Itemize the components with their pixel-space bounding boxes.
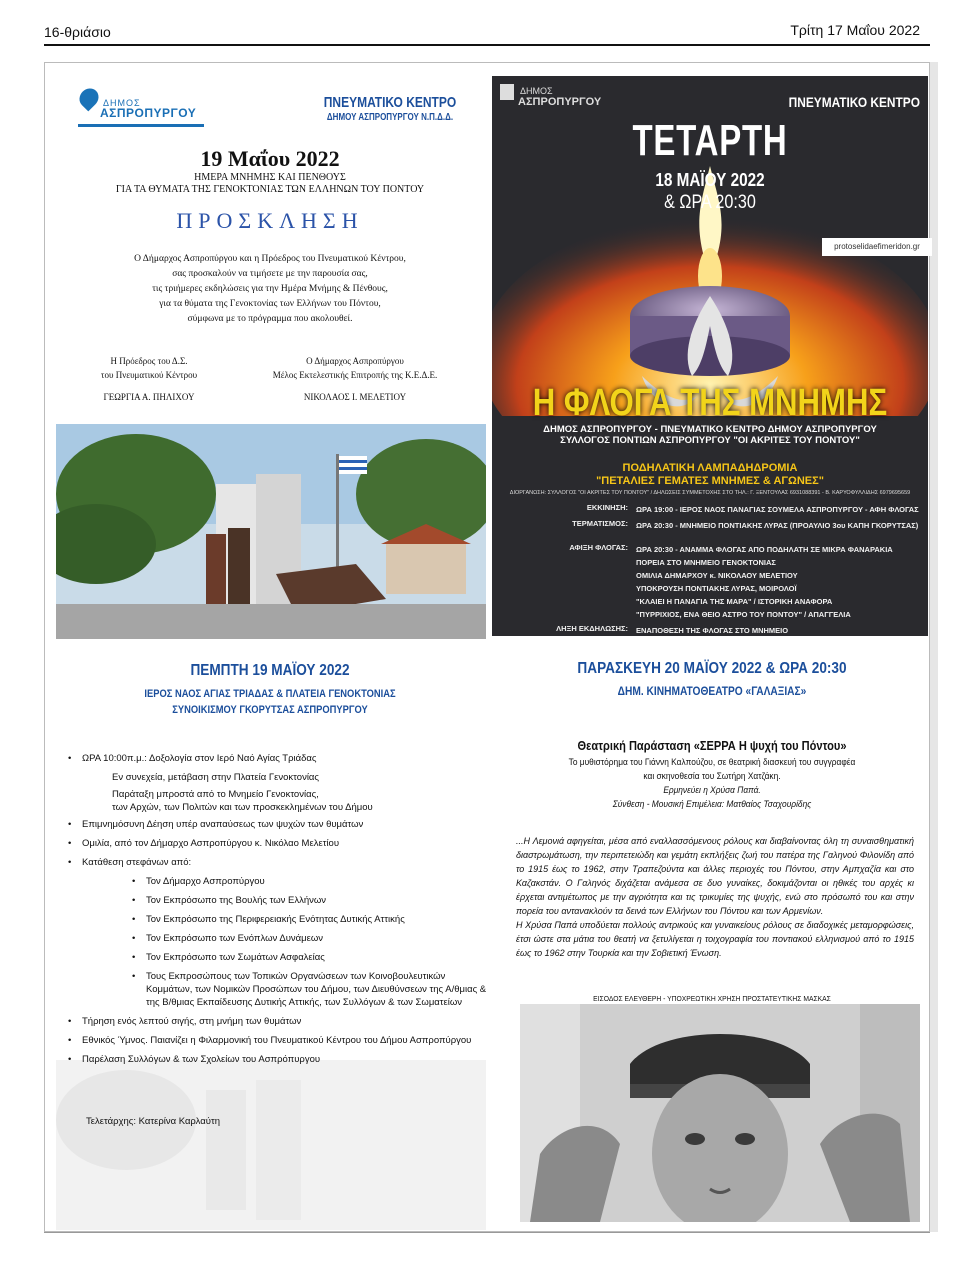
org-subtitle: ΔΗΜΟΥ ΑΣΠΡΟΠΥΡΓΟΥ Ν.Π.Δ.Δ. <box>326 112 454 123</box>
invitation-line: σύμφωνα με το πρόγραμμα που ακολουθεί. <box>187 314 353 324</box>
synopsis-paragraph: ...Η Λεμονιά αφηγείται, μέσα από εναλλασσόμενους ρόλους και διαβαίνοντας όλη τη συναισθηματική διαστρωμάτωση, την περιπετειώδη και γεμάτη εκπλήξεις ζωή του πατέρα της Γαληνού Φιλονίδη από το 1915 έως το 1962, στην Τραπεζούντα και άλλες περιοχές του Πόντου, στην Αμπχαζία και στο Καζακστάν. Ο Γαληνός διχάζεται ανάμεσα σε δυο γυναίκες, δοκιμάζονται οι ηθικές του αρχές κι έρχεται αντιμέτωπος με την αγριότητα και τις τρικυμίες της ψυχής, ενώ στο πρόσωπό του και στην πορεία του αντανακλούν τα δεινά των Ελλήνων του Πόντου και των Αρμενίων. <box>516 836 914 916</box>
invitation-line: σας προσκαλούν να τιμήσετε με την παρουσία σας, <box>172 269 368 279</box>
memorial-day-line1: ΗΜΕΡΑ ΜΝΗΜΗΣ ΚΑΙ ΠΕΝΘΟΥΣ <box>194 172 346 183</box>
poster-time: & ΩΡΑ 20:30 <box>664 192 756 213</box>
memorial-day-line2: ΓΙΑ ΤΑ ΘΥΜΑΤΑ ΤΗΣ ΓΕΝΟΚΤΟΝΙΑΣ ΤΩΝ ΕΛΛΗΝΩΝ ΤΟΥ ΠΟΝΤΟΥ <box>115 184 425 195</box>
schedule-line: ΟΜΙΛΙΑ ΔΗΜΑΡΧΟΥ κ. ΝΙΚΟΛΑΟΥ ΜΕΛΕΤΙΟΥ <box>636 571 798 580</box>
schedule-row <box>500 503 920 516</box>
poster-schedule <box>500 500 920 637</box>
thursday-venue-line2: ΣΥΝΟΙΚΙΣΜΟΥ ΓΚΟΡΥΤΣΑΣ ΑΣΠΡΟΠΥΡΓΟΥ <box>172 704 368 716</box>
poster-org: ΠΝΕΥΜΑΤΙΚΟ ΚΕΝΤΡΟ <box>788 94 920 110</box>
poster-ride <box>492 462 928 488</box>
wreath-item: • Τον Εκπρόσωπο των Σωμάτων Ασφαλείας <box>68 951 488 964</box>
program-item: • Τήρηση ενός λεπτού σιγής, στη μνήμη των θυμάτων <box>68 1015 488 1028</box>
play-credits <box>520 756 904 812</box>
invitation-line: τις τριήμερες εκδηλώσεις για την Ημέρα Μνήμης & Πένθους, <box>152 284 388 294</box>
wreath-item: • Τον Δήμαρχο Ασπροπύργου <box>68 875 488 888</box>
signature-left <box>64 354 234 382</box>
poster-credits: ΔΙΟΡΓΑΝΩΣΗ: ΣΥΛΛΟΓΟΣ "ΟΙ ΑΚΡΙΤΕΣ ΤΟΥ ΠΟΝΤΟΥ" / ΔΗΛΩΣΕΙΣ ΣΥΜΜΕΤΟΧΗΣ ΣΤΟ ΤΗΛ.: Γ. ΞΕΝΤΟΥΛΑΣ 6931088391 - Β. ΚΑΡΥΟΦΥΛΛΙΔΗΣ 6979695659 <box>509 490 911 496</box>
wreath-item: • Τον Εκπρόσωπο των Ενόπλων Δυνάμεων <box>68 932 488 945</box>
signature-left-role1: Η Πρόεδρος του Δ.Σ. <box>110 356 188 366</box>
actress-photo <box>520 1004 920 1222</box>
program-subitem-line: Παράταξη μπροστά από το Μνημείο Γενοκτονίας, <box>112 789 319 800</box>
header-rule <box>44 44 930 46</box>
schedule-value <box>636 624 920 637</box>
program-item: • ΩΡΑ 10:00π.μ.: Δοξολογία στον Ιερό Ναό Αγίας Τριάδας <box>68 752 488 765</box>
poster-day: ΤΕΤΑΡΤΗ <box>632 116 788 165</box>
poster-date: 18 ΜΑΪΟΥ 2022 <box>655 170 765 190</box>
entry-note: ΕΙΣΟΔΟΣ ΕΛΕΥΘΕΡΗ - ΥΠΟΧΡΕΩΤΙΚΗ ΧΡΗΣΗ ΠΡΟΣΤΑΤΕΥΤΙΚΗΣ ΜΑΣΚΑΣ <box>593 994 831 1003</box>
poster-logo-small: ΔΗΜΟΣ <box>520 86 553 96</box>
schedule-key: ΤΕΡΜΑΤΙΣΜΟΣ: <box>572 519 628 528</box>
schedule-row <box>500 519 920 532</box>
play-credit-line: Ερμηνεύει η Χρύσα Παπά. <box>663 785 761 796</box>
schedule-line: ΥΠΟΚΡΟΥΣΗ ΠΟΝΤΙΑΚΗΣ ΛΥΡΑΣ, ΜΟΙΡΟΛΟΪ <box>636 584 797 593</box>
invitation-heading: ΠΡΟΣΚΛΗΣΗ <box>176 208 364 233</box>
program-item: • Επιμνημόσυνη Δέηση υπέρ αναπαύσεως των ψυχών των θυμάτων <box>68 818 488 831</box>
poster-logo-icon <box>500 84 514 100</box>
schedule-line: "ΠΥΡΡΙΧΙΟΣ, ΕΝΑ ΘΕΙΟ ΑΣΤΡΟ ΤΟΥ ΠΟΝΤΟΥ" / ΑΠΑΓΓΕΛΙΑ <box>636 610 851 619</box>
thursday-venue-line1: ΙΕΡΟΣ ΝΑΟΣ ΑΓΙΑΣ ΤΡΙΑΔΑΣ & ΠΛΑΤΕΙΑ ΓΕΝΟΚΤΟΝΙΑΣ <box>144 688 396 700</box>
schedule-key: ΑΦΙΞΗ ΦΛΟΓΑΣ: <box>569 543 628 552</box>
program-subitem-line: των Αρχών, των Πολιτών και των προσκεκλημένων του Δήμου <box>112 802 373 813</box>
schedule-row <box>500 543 920 621</box>
play-credit-line: και σκηνοθεσία του Σωτήρη Χατζάκη. <box>643 771 781 782</box>
schedule-line: ΩΡΑ 20:30 - ΜΝΗΜΕΙΟ ΠΟΝΤΙΑΚΗΣ ΛΥΡΑΣ (ΠΡΟΑΥΛΙΟ 3ου ΚΑΠΗ ΓΚΟΡΥΤΣΑΣ) <box>636 521 919 530</box>
schedule-value <box>636 543 920 621</box>
program-item: • Παρέλαση Συλλόγων & των Σχολείων του Ασπρόπυργου <box>68 1053 488 1066</box>
bottom-rule <box>44 1232 930 1233</box>
poster-ride-line1: ΠΟΔΗΛΑΤΙΚΗ ΛΑΜΠΑΔΗΔΡΟΜΙΑ <box>622 462 798 474</box>
signature-left-role2: του Πνευματικού Κέντρου <box>100 370 198 380</box>
schedule-line: "ΚΛΑΙΕΙ Η ΠΑΝΑΓΙΑ ΤΗΣ ΜΑΡΑ" / ΙΣΤΟΡΙΚΗ ΑΝΑΦΟΡΑ <box>636 597 833 606</box>
logo-underline <box>78 124 204 127</box>
schedule-key: ΛΗΞΗ ΕΚΔΗΛΩΣΗΣ: <box>556 624 628 633</box>
mayor-name: ΝΙΚΟΛΑΟΣ Ι. ΜΕΛΕΤΙΟΥ <box>303 392 407 402</box>
synopsis-paragraph: Η Χρύσα Παπά υποδύεται πολλούς αντρικούς και γυναικείους ρόλους σε διαδοχικές μεταμορφώσεις, έτσι ώστε στα μάτια του θεατή να ξετυλίγεται η τοιχογραφία του ποντιακού ελληνισμού από το 1915 έως το 1962 στην Τουρκία και την Σοβιετική Ένωση. <box>516 920 914 958</box>
monument-photo <box>56 424 486 639</box>
poster-organizers-line2: ΣΥΛΛΟΓΟΣ ΠΟΝΤΙΩΝ ΑΣΠΡΟΠΥΡΓΟΥ "ΟΙ ΑΚΡΙΤΕΣ ΤΟΥ ΠΟΝΤΟΥ" <box>560 435 860 446</box>
poster-logo-big: ΑΣΠΡΟΠΥΡΓΟΥ <box>518 96 602 108</box>
program-item: • Εθνικός Ύμνος. Παιανίζει η Φιλαρμονική του Πνευματικού Κέντρου του Δήμου Ασπροπύργου <box>68 1034 488 1047</box>
president-name: ΓΕΩΡΓΙΑ Α. ΠΗΛΙΧΟΥ <box>103 392 195 402</box>
master-of-ceremonies: Τελετάρχης: Κατερίνα Καρλαύτη <box>86 1116 220 1127</box>
program-subitem: Εν συνεχεία, μετάβαση στην Πλατεία Γενοκτονίας <box>112 772 319 783</box>
signature-right <box>240 354 470 382</box>
poster-title: Η ΦΛΟΓΑ ΤΗΣ ΜΝΗΜΗΣ <box>532 382 888 424</box>
page-number: 16-θριάσιο <box>44 24 111 40</box>
faded-monument-background <box>56 1060 486 1230</box>
logo-small-text: ΔΗΜΟΣ <box>103 98 141 108</box>
thursday-title: ΠΕΜΠΤΗ 19 ΜΑΪΟΥ 2022 <box>190 662 350 679</box>
schedule-value <box>636 503 920 516</box>
wreath-item: • Τον Εκπρόσωπο της Βουλής των Ελλήνων <box>68 894 488 907</box>
schedule-key: ΕΚΚΙΝΗΣΗ: <box>586 503 628 512</box>
signature-right-role1: Ο Δήμαρχος Ασπροπύργου <box>306 356 404 366</box>
schedule-row <box>500 624 920 637</box>
issue-date: Τρίτη 17 Μαΐου 2022 <box>790 22 920 38</box>
friday-title: ΠΑΡΑΣΚΕΥΗ 20 ΜΑΪΟΥ 2022 & ΩΡΑ 20:30 <box>577 660 847 677</box>
play-synopsis <box>516 834 914 960</box>
thursday-program <box>68 752 488 1072</box>
schedule-line: ΕΝΑΠΟΘΕΣΗ ΤΗΣ ΦΛΟΓΑΣ ΣΤΟ ΜΝΗΜΕΙΟ <box>636 626 789 635</box>
program-item: • Κατάθεση στεφάνων από: <box>68 856 488 869</box>
poster-organizers-line1: ΔΗΜΟΣ ΑΣΠΡΟΠΥΡΓΟΥ - ΠΝΕΥΜΑΤΙΚΟ ΚΕΝΤΡΟ ΔΗΜΟΥ ΑΣΠΡΟΠΥΡΓΟΥ <box>543 424 877 435</box>
site-watermark: protoselidaefimeridon.gr <box>822 238 932 256</box>
play-credit-line: Σύνθεση - Μουσική Επιμέλεια: Ματθαίος Τσαχουρίδης <box>612 799 812 810</box>
thursday-venue <box>92 686 449 718</box>
play-credit-line: Το μυθιστόρημα του Γιάννη Καλπούζου, σε θεατρική διασκευή του συγγραφέα <box>568 757 856 768</box>
poster-organizers <box>492 424 928 446</box>
invitation-line: Ο Δήμαρχος Ασπροπύργου και η Πρόεδρος του Πνευματικού Κέντρου, <box>134 254 406 264</box>
schedule-line: ΠΟΡΕΙΑ ΣΤΟ ΜΝΗΜΕΙΟ ΓΕΝΟΚΤΟΝΙΑΣ <box>636 558 776 567</box>
program-item: • Ομιλία, από τον Δήμαρχο Ασπροπύργου κ. Νικόλαο Μελετίου <box>68 837 488 850</box>
schedule-line: ΩΡΑ 19:00 - ΙΕΡΟΣ ΝΑΟΣ ΠΑΝΑΓΙΑΣ ΣΟΥΜΕΛΑ ΑΣΠΡΟΠΥΡΓΟΥ - ΑΦΗ ΦΛΟΓΑΣ <box>636 505 919 514</box>
wreath-item: • Τους Εκπροσώπους των Τοπικών Οργανώσεων των Κοινοβουλευτικών Κομμάτων, των Νομικών Προσώπων του Δήμου, των Διευθύνσεων της Α/θμιας & της Β/θμιας Εκπαίδευσης Δυτικής Αττικής, των Συλλόγων & των Σωματείων <box>68 970 488 1009</box>
org-title: ΠΝΕΥΜΑΤΙΚΟ ΚΕΝΤΡΟ <box>323 94 457 111</box>
poster-ride-line2: "ΠΕΤΑΛΙΕΣ ΓΕΜΑΤΕΣ ΜΝΗΜΕΣ & ΑΓΩΝΕΣ" <box>596 475 824 487</box>
schedule-value <box>636 519 920 532</box>
wreath-item: • Τον Εκπρόσωπο της Περιφερειακής Ενότητας Δυτικής Αττικής <box>68 913 488 926</box>
signature-right-role2: Μέλος Εκτελεστικής Επιτροπής της Κ.Ε.Δ.Ε. <box>272 370 438 380</box>
play-title: Θεατρική Παράσταση «ΣΕΡΡΑ Η ψυχή του Πόντου» <box>577 738 847 753</box>
friday-venue: ΔΗΜ. ΚΙΝΗΜΑΤΟΘΕΑΤΡΟ «ΓΑΛΑΞΙΑΣ» <box>617 684 807 698</box>
program-subitem <box>68 788 488 814</box>
invitation-body <box>60 252 480 327</box>
invitation-line: για τα θύματα της Γενοκτονίας των Ελλήνων του Πόντου, <box>159 299 381 309</box>
logo-big-text: ΑΣΠΡΟΠΥΡΓΟΥ <box>100 106 197 120</box>
schedule-line: ΩΡΑ 20:30 - ΑΝΑΜΜΑ ΦΛΟΓΑΣ ΑΠΟ ΠΟΔΗΛΑΤΗ ΣΕ ΜΙΚΡΑ ΦΑΝΑΡΑΚΙΑ <box>636 545 893 554</box>
invitation-date: 19 Μαΐου 2022 <box>200 146 340 171</box>
